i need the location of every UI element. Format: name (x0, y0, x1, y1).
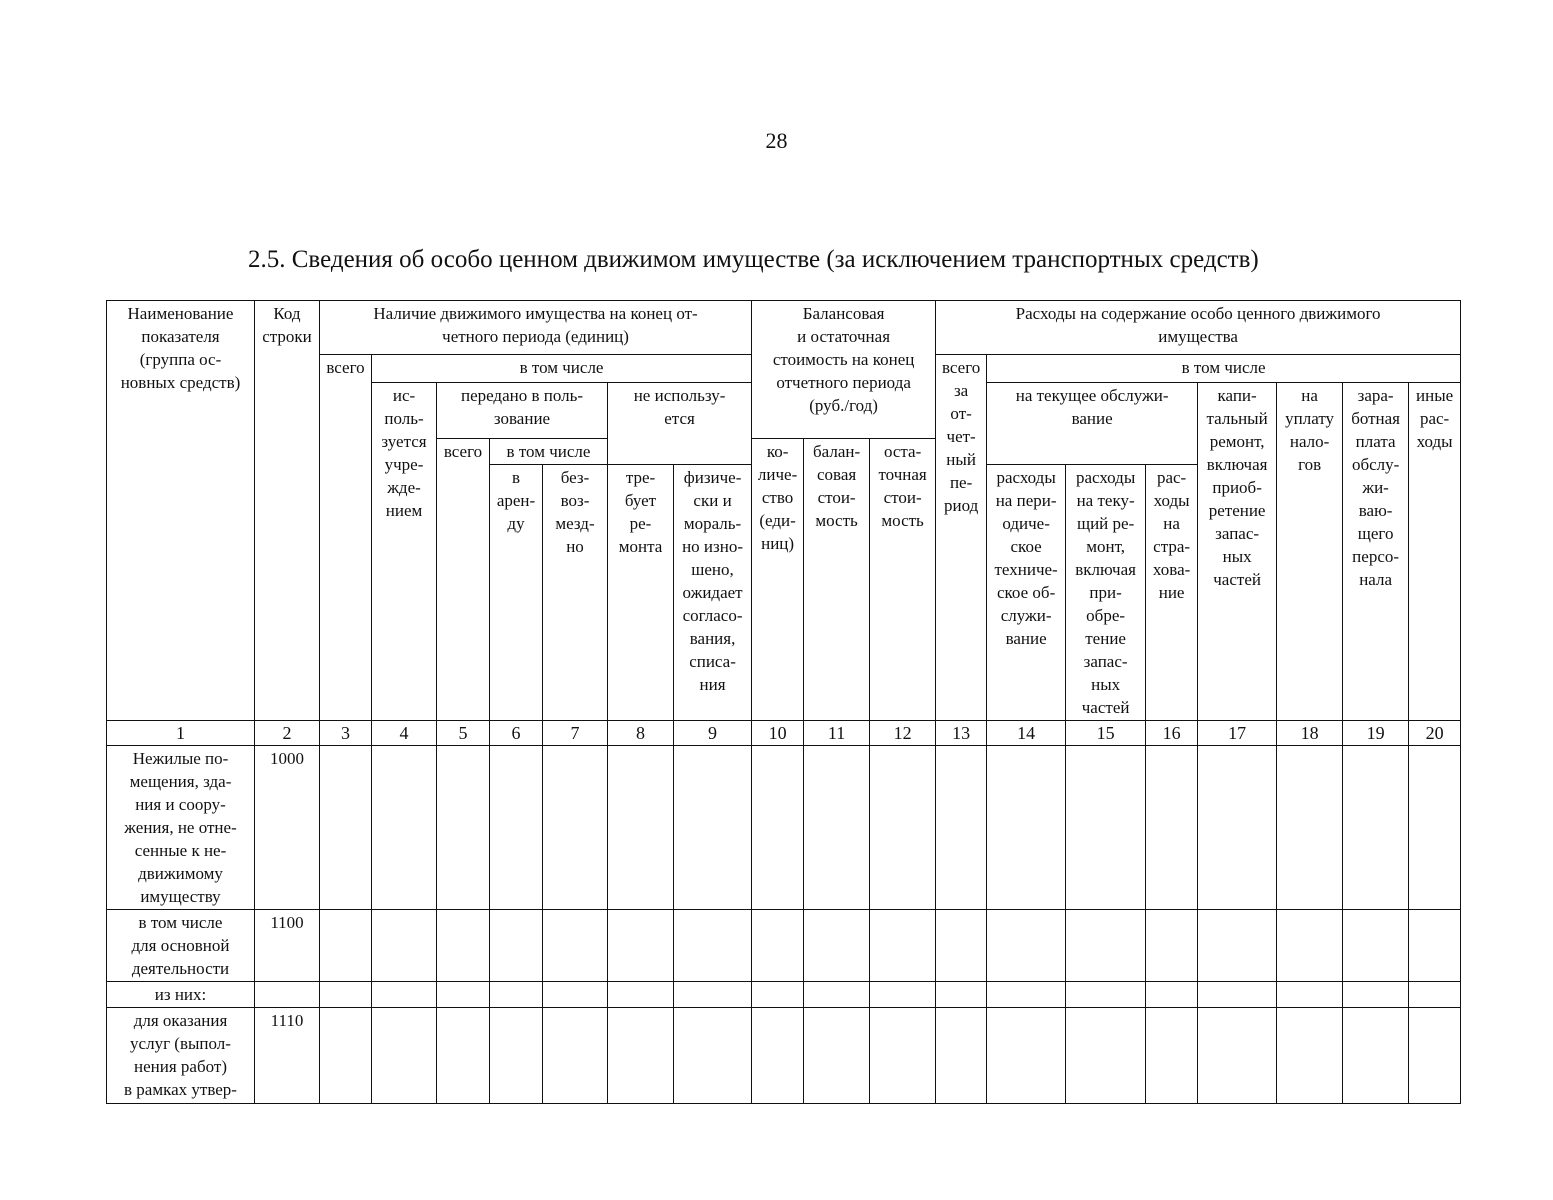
empty-cell (437, 910, 490, 982)
column-number: 14 (987, 721, 1066, 746)
empty-cell (752, 746, 804, 910)
column-number: 11 (804, 721, 870, 746)
empty-cell (490, 746, 543, 910)
empty-cell (320, 746, 372, 910)
column-number: 1 (107, 721, 255, 746)
header-avail-total: всего (320, 355, 372, 721)
column-number: 8 (608, 721, 674, 746)
empty-cell (1146, 746, 1198, 910)
empty-cell (1343, 746, 1409, 910)
empty-cell (608, 982, 674, 1008)
empty-cell (320, 982, 372, 1008)
column-number: 18 (1277, 721, 1343, 746)
empty-cell (870, 746, 936, 910)
empty-cell (936, 746, 987, 910)
header-code: Код строки (255, 301, 320, 721)
column-number: 20 (1409, 721, 1461, 746)
empty-cell (674, 1008, 752, 1104)
header-not-used: не использу- ется (608, 383, 752, 465)
empty-cell (1198, 910, 1277, 982)
column-number: 19 (1343, 721, 1409, 746)
row-code: 1110 (255, 1008, 320, 1104)
empty-cell (804, 1008, 870, 1104)
empty-cell (1146, 910, 1198, 982)
header-name: Наименование показателя (группа ос- новных средств) (107, 301, 255, 721)
empty-cell (543, 1008, 608, 1104)
section-title: 2.5. Сведения об особо ценном движимом имуществе (за исключением транспортных средств) (248, 246, 1259, 273)
empty-cell (1343, 1008, 1409, 1104)
empty-cell (987, 746, 1066, 910)
empty-cell (1198, 746, 1277, 910)
empty-cell (804, 982, 870, 1008)
header-current-repair: расходы на теку- щий ре- монт, включая при- обре- тение запас- ных частей (1066, 465, 1146, 721)
empty-cell (320, 910, 372, 982)
empty-cell (987, 1008, 1066, 1104)
header-worn-out: физиче- ски и мораль- но изно- шено, ожидает согласо- вания, списа- ния (674, 465, 752, 721)
empty-cell (1198, 1008, 1277, 1104)
oc-movable-property-table (106, 300, 1461, 1104)
row-code: 1100 (255, 910, 320, 982)
header-needs-repair: тре- бует ре- монта (608, 465, 674, 721)
header-expenses: Расходы на содержание особо ценного движимого имущества (936, 301, 1461, 355)
column-number: 12 (870, 721, 936, 746)
table-row (107, 1008, 1461, 1104)
table-row (107, 746, 1461, 910)
empty-cell (804, 910, 870, 982)
row-code: 1000 (255, 746, 320, 910)
header-transferred-including: в том числе (490, 439, 608, 465)
column-number: 6 (490, 721, 543, 746)
empty-cell (870, 910, 936, 982)
table-row (107, 910, 1461, 982)
empty-cell (608, 746, 674, 910)
column-number: 13 (936, 721, 987, 746)
row-name: из них: (107, 982, 255, 1008)
empty-cell (543, 982, 608, 1008)
empty-cell (1409, 982, 1461, 1008)
header-used-by-institution: ис- поль- зуется учре- жде- нием (372, 383, 437, 721)
empty-cell (936, 910, 987, 982)
empty-cell (752, 982, 804, 1008)
empty-cell (490, 982, 543, 1008)
header-transferred-total: всего (437, 439, 490, 721)
column-number: 10 (752, 721, 804, 746)
header-balance-value: балан- совая стои- мость (804, 439, 870, 721)
empty-cell (372, 746, 437, 910)
empty-cell (1409, 746, 1461, 910)
empty-cell (752, 910, 804, 982)
column-number: 7 (543, 721, 608, 746)
empty-cell (987, 910, 1066, 982)
header-exp-total: всего за от- чет- ный пе- риод (936, 355, 987, 721)
empty-cell (543, 746, 608, 910)
empty-cell (1066, 746, 1146, 910)
empty-cell (936, 1008, 987, 1104)
empty-cell (1343, 982, 1409, 1008)
header-transferred: передано в поль- зование (437, 383, 608, 439)
empty-cell (437, 746, 490, 910)
table-row (107, 982, 1461, 1008)
header-quantity: ко- личе- ство (еди- ниц) (752, 439, 804, 721)
empty-cell (490, 1008, 543, 1104)
column-number: 2 (255, 721, 320, 746)
empty-cell (437, 1008, 490, 1104)
empty-cell (372, 982, 437, 1008)
column-number: 17 (1198, 721, 1277, 746)
header-capital-repair: капи- тальный ремонт, включая приоб- ретение запас- ных частей (1198, 383, 1277, 721)
header-availability: Наличие движимого имущества на конец от- четного периода (единиц) (320, 301, 752, 355)
empty-cell (1146, 1008, 1198, 1104)
column-number: 9 (674, 721, 752, 746)
empty-cell (870, 1008, 936, 1104)
empty-cell (372, 1008, 437, 1104)
empty-cell (936, 982, 987, 1008)
header-periodic-maintenance: расходы на пери- одиче- ское техниче- ское об- служи- вание (987, 465, 1066, 721)
empty-cell (1409, 1008, 1461, 1104)
empty-cell (674, 746, 752, 910)
page-number: 28 (765, 128, 788, 153)
header-current-maintenance: на текущее обслужи- вание (987, 383, 1198, 465)
empty-cell (804, 746, 870, 910)
empty-cell (870, 982, 936, 1008)
header-salary: зара- ботная плата обслу- жи- ваю- щего персо- нала (1343, 383, 1409, 721)
empty-cell (1198, 982, 1277, 1008)
empty-cell (543, 910, 608, 982)
column-numbers-row (107, 721, 1461, 746)
row-name: Нежилые по- мещения, зда- ния и соору- жения, не отне- сенные к не- движимому имуществу (107, 746, 255, 910)
empty-cell (987, 982, 1066, 1008)
header-taxes: на уплату нало- гов (1277, 383, 1343, 721)
empty-cell (1146, 982, 1198, 1008)
empty-cell (437, 982, 490, 1008)
empty-cell (1277, 746, 1343, 910)
empty-cell (608, 1008, 674, 1104)
empty-cell (1277, 982, 1343, 1008)
empty-cell (1066, 910, 1146, 982)
empty-cell (674, 910, 752, 982)
header-free-use: без- воз- мезд- но (543, 465, 608, 721)
column-number: 15 (1066, 721, 1146, 746)
header-exp-including: в том числе (987, 355, 1461, 383)
empty-cell (372, 910, 437, 982)
empty-cell (1277, 1008, 1343, 1104)
column-number: 3 (320, 721, 372, 746)
empty-cell (1409, 910, 1461, 982)
empty-cell (490, 910, 543, 982)
column-number: 5 (437, 721, 490, 746)
column-number: 16 (1146, 721, 1198, 746)
empty-cell (674, 982, 752, 1008)
row-name: в том числе для основной деятельности (107, 910, 255, 982)
empty-cell (1343, 910, 1409, 982)
header-insurance: рас- ходы на стра- хова- ние (1146, 465, 1198, 721)
empty-cell (1066, 1008, 1146, 1104)
header-balance: Балансовая и остаточная стоимость на конец отчетного периода (руб./год) (752, 301, 936, 439)
column-number: 4 (372, 721, 437, 746)
header-other: иные рас- ходы (1409, 383, 1461, 721)
empty-cell (1066, 982, 1146, 1008)
header-rent: в арен- ду (490, 465, 543, 721)
empty-cell (752, 1008, 804, 1104)
row-name: для оказания услуг (выпол- нения работ) в рамках утвер- (107, 1008, 255, 1104)
empty-cell (320, 1008, 372, 1104)
empty-cell (1277, 910, 1343, 982)
empty-cell (608, 910, 674, 982)
row-code (255, 982, 320, 1008)
header-residual-value: оста- точная стои- мость (870, 439, 936, 721)
header-avail-including: в том числе (372, 355, 752, 383)
